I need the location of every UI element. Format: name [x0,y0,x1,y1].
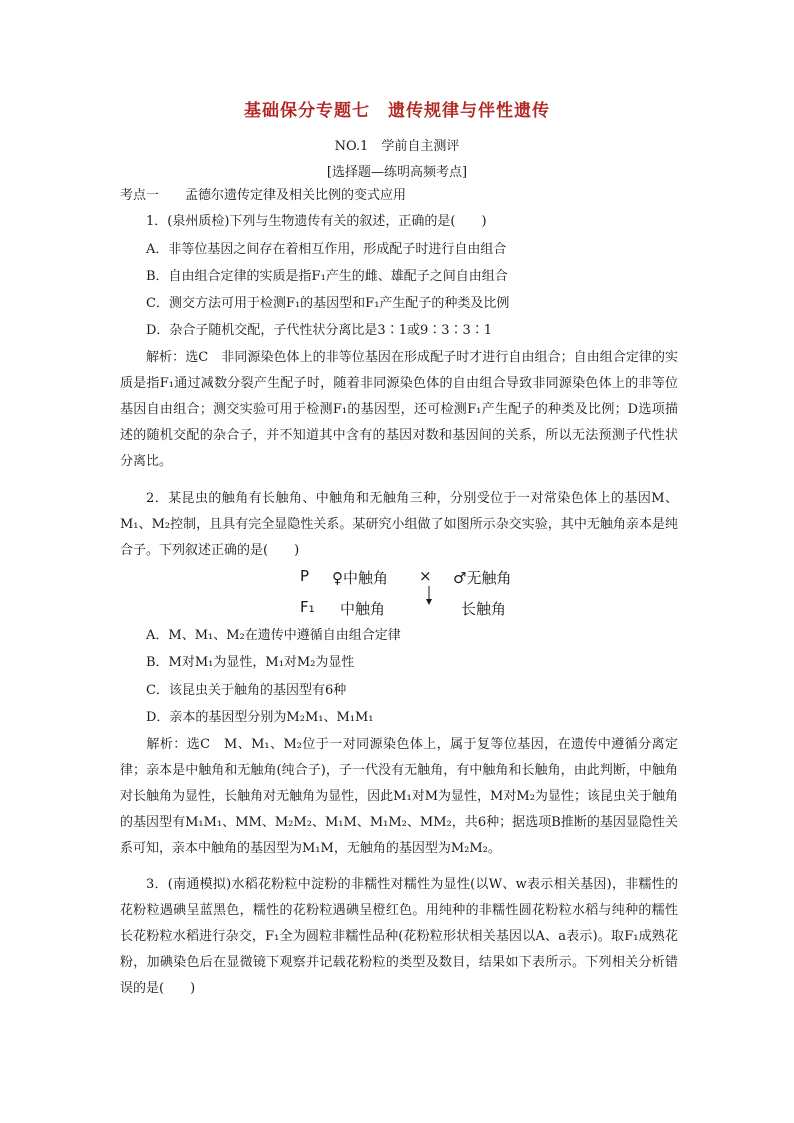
page-title: 基础保分专题七 遗传规律与伴性遗传 [244,101,550,121]
q3-stem [120,872,678,1002]
cross-f1-mid: 中触角 [340,600,386,618]
cross-f1-long: 长触角 [461,600,507,618]
q2-option-c: C．该昆虫关于触角的基因型有6种 [146,683,347,698]
q2-option-d: D．亲本的基因型分别为M₂M₁、M₁M₁ [146,710,374,725]
q2-stem [120,486,678,564]
cross-male: ♂无触角 [453,569,512,587]
q2-analysis [120,732,678,862]
section-number: NO.1 学前自主测评 [334,139,460,154]
q1-option-b: B．自由组合定律的实质是指F₁产生的雌、雄配子之间自由组合 [146,269,508,284]
q1-option-a: A．非等位基因之间存在着相互作用，形成配子时进行自由组合 [146,242,507,257]
cross-f1-label: F₁ [300,598,315,616]
q3-stem-text: 3．(南通模拟)水稻花粉粒中淀粉的非糯性对糯性为显性(以W、w表示相关基因)，非糯性的花粉粒遇碘呈蓝黑色，糯性的花粉粒遇碘呈橙红色。用纯种的非糯性圆花粉粒水稻与纯种的糯性长花粉粒水稻进行杂交，F₁全为圆粒非糯性品种(花粉粒形状相关基因以A、a表示)。取F₁成熟花粉，加碘染色后在显微镜下观察并记载花粉粒的类型及数目，结果如下表所示。下列相关分析错误的是( ) [120,877,678,996]
cross-times: × [419,567,432,585]
section-subtitle: [选择题—练明高频考点] [326,165,468,180]
q2-option-a: A．M、M₁、M₂在遗传中遵循自由组合定律 [146,628,401,643]
cross-p-label: P [300,567,310,585]
q2-analysis-text: 解析：选C M、M₁、M₂位于一对同源染色体上，属于复等位基因，在遗传中遵循分离定律；亲本是中触角和无触角(纯合子)，子一代没有无触角，有中触角和长触角，由此判断，中触角对长触角为显性，长触角对无触角为显性，因此M₁对M为显性，M对M₂为显性；该昆虫关于触角的基因型有M₁M₁、MM、M₂M₂、M₁M、M₁M₂、MM₂，共6种；据选项B推断的基因显隐性关系可知，亲本中触角的基因型为M₁M，无触角的基因型为M₂M₂。 [120,737,678,856]
cross-arrow-icon [424,586,434,606]
q2-stem-text: 2．某昆虫的触角有长触角、中触角和无触角三种，分别受位于一对常染色体上的基因M、M₁、M₂控制，且具有完全显隐性关系。某研究小组做了如图所示杂交实验，其中无触角亲本是纯合子。下列叙述正确的是( ) [120,491,678,558]
q1-option-c: C．测交方法可用于检测F₁的基因型和F₁产生配子的种类及比例 [146,296,510,311]
q2-option-b: B．M对M₁为显性，M₁对M₂为显性 [146,655,355,670]
q1-analysis-text: 解析：选C 非同源染色体上的非等位基因在形成配子时才进行自由组合；自由组合定律的实质是指F₁通过减数分裂产生配子时，随着非同源染色体的自由组合导致非同源染色体上的非等位基因自由组合；测交实验可用于检测F₁的基因型，还可检测F₁产生配子的种类及比例；D选项描述的随机交配的杂合子，并不知道其中含有的基因对数和基因间的关系，所以无法预测子代性状分离比。 [120,350,678,469]
cross-female: ♀中触角 [332,569,388,587]
q1-analysis [120,345,678,475]
q1-stem: 1．(泉州质检)下列与生物遗传有关的叙述，正确的是( ) [146,214,487,229]
kaodian-heading: 考点一 孟德尔遗传定律及相关比例的变式应用 [120,188,407,203]
q1-option-d: D．杂合子随机交配，子代性状分离比是3∶1或9∶3∶3∶1 [146,323,493,338]
